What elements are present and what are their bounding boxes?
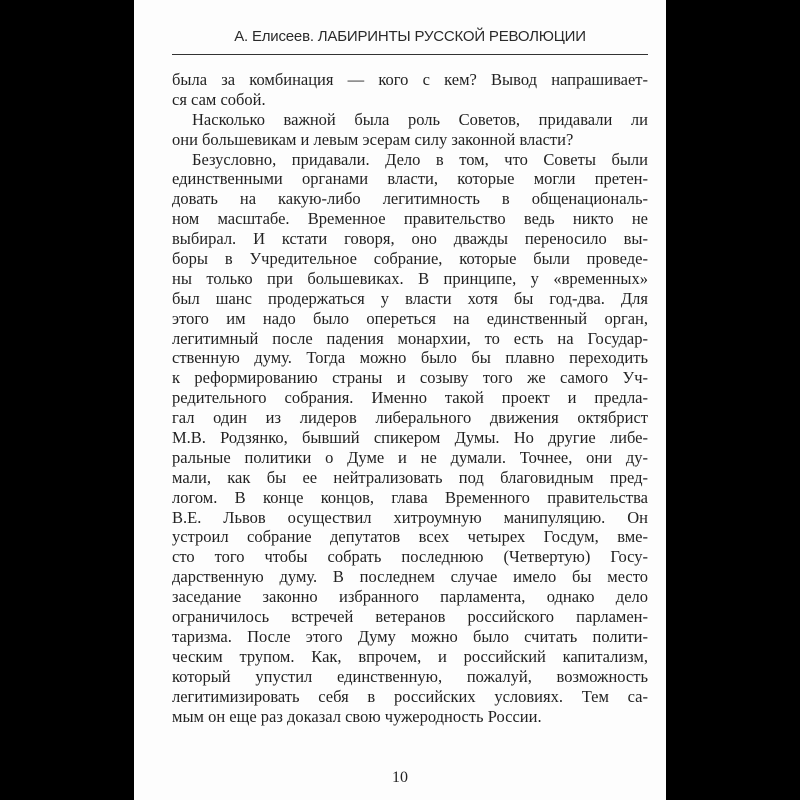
text-line: Безусловно, придавали. Дело в том, что Советы были [192, 149, 648, 169]
text-line: ся сам собой. [172, 89, 266, 109]
text-line: единственными органами власти, которые могли претен- [172, 169, 648, 189]
text-line: сто того чтобы собрать последнюю (Четвертую) Госу- [172, 547, 648, 567]
text-line: мали, как бы ее нейтрализовать под благовидным пред- [172, 467, 648, 487]
text-line: ческим трупом. Как, впрочем, и российский капитализм, [172, 646, 648, 666]
running-header: А. Елисеев. ЛАБИРИНТЫ РУССКОЙ РЕВОЛЮЦИИ [234, 28, 586, 45]
text-line: к реформированию страны и созыву того же самого Уч- [172, 368, 648, 388]
text-line: дарственную думу. В последнем случае имело бы место [172, 567, 648, 587]
text-line: мым он еще раз доказал свою чужеродность России. [172, 706, 542, 726]
text-line: боры в Учредительное собрание, которые были проведе- [172, 249, 648, 269]
text-line: устроил собрание депутатов всех четырех Госдум, вме- [172, 527, 648, 547]
text-line: заседание законно избранного парламента, однако дело [172, 587, 648, 607]
text-line: В.Е. Львов осуществил хитроумную манипуляцию. Он [172, 507, 648, 527]
text-line: этого им надо было опереться на единственный орган, [172, 308, 648, 328]
page-body-text [172, 70, 648, 726]
text-line: который упустил единственную, пожалуй, возможность [172, 666, 648, 686]
text-line: редительного собрания. Именно такой проект и предла- [172, 388, 648, 408]
text-line: легитимный после падения монархии, то есть на Государ- [172, 328, 648, 348]
text-line: они большевикам и левым эсерам силу законной власти? [172, 129, 574, 149]
text-line: ственную думу. Тогда можно было бы плавно переходить [172, 348, 648, 368]
text-line: довать на какую-либо легитимность в общенациональ- [172, 189, 648, 209]
text-line: Насколько важной была роль Советов, придавали ли [192, 109, 648, 129]
text-line: был шанс продержаться у власти хотя бы год-два. Для [172, 288, 648, 308]
text-line: логом. В конце концов, глава Временного правительства [172, 487, 648, 507]
header-divider [172, 54, 648, 55]
text-line: гал один из лидеров либерального движения октябрист [172, 408, 648, 428]
text-line: была за комбинация — кого с кем? Вывод напрашивает- [172, 70, 648, 89]
text-line: таризма. После этого Думу можно было считать полити- [172, 626, 648, 646]
text-line: легитимизировать себя в российских условиях. Тем са- [172, 686, 648, 706]
book-page [134, 0, 666, 800]
text-line: ограничилось встречей ветеранов российского парламен- [172, 607, 648, 627]
text-line: ны только при большевиках. В принципе, у «временных» [172, 268, 648, 288]
text-line: ном масштабе. Временное правительство ведь никто не [172, 209, 648, 229]
page-number: 10 [392, 769, 408, 786]
text-line: ральные политики о Думе и не думали. Точнее, они ду- [172, 447, 648, 467]
text-line: М.В. Родзянко, бывший спикером Думы. Но другие либе- [172, 428, 648, 448]
text-line: выбирал. И кстати говоря, оно дважды переносило вы- [172, 229, 648, 249]
